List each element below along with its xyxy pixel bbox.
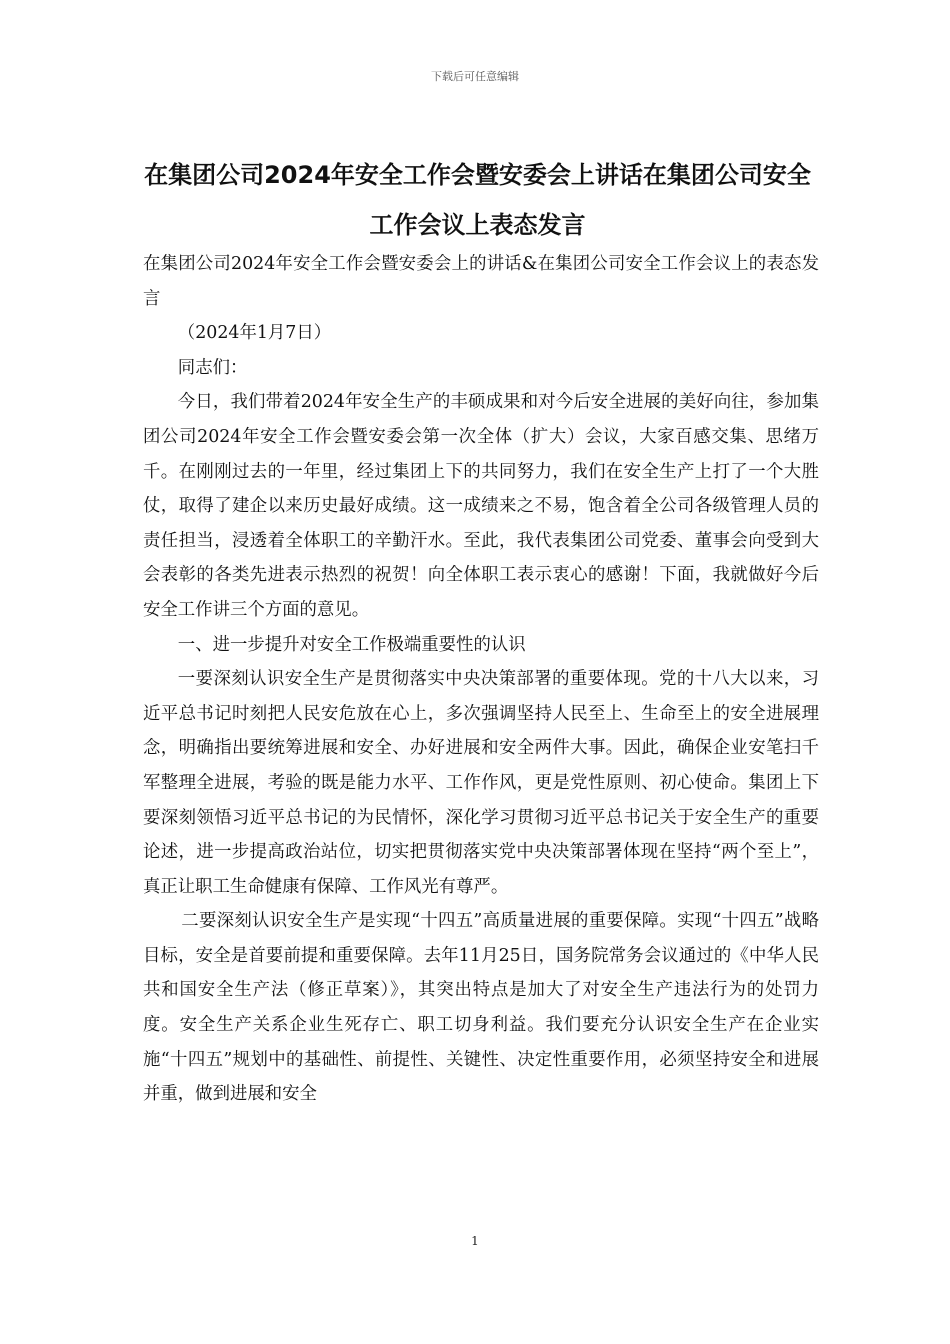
body-paragraph: 二要深刻认识安全生产是实现“十四五”高质量进展的重要保障。实现“十四五”战略目标，安全是首要前提和重要保障。去年11月25日，国务院常务会议通过的《中华人民共和国安全生产法（修正草案）》，其突出特点是加大了对安全生产违法行为的处罚力度。安全生产关系企业生死存亡、职工切身利益。我们要充分认识安全生产在企业实施“十四五”规划中的基础性、前提性、关键性、决定性重要作用，必须坚持安全和进展并重，做到进展和安全 <box>143 911 819 1105</box>
section-heading: 一、进一步提升对安全工作极端重要性的认识 <box>177 634 526 655</box>
document-body <box>143 247 819 1112</box>
document-title: 在集团公司2024年安全工作会暨安委会上讲话在集团公司安全工作会议上表态发言 <box>144 161 811 239</box>
body-paragraph: 一要深刻认识安全生产是贯彻落实中央决策部署的重要体现。党的十八大以来，习近平总书记时刻把人民安危放在心上，多次强调坚持人民至上、生命至上的安全进展理念，明确指出要统筹进展和安全、办好进展和安全两件大事。因此，确保企业安笔扫千军整理全进展，考验的既是能力水平、工作作风，更是党性原则、初心使命。集团上下要深刻领悟习近平总书记的为民情怀，深化学习贯彻习近平总书记关于安全生产的重要论述，进一步提高政治站位，切实把贯彻落实党中央决策部署体现在坚持“两个至上”，真正让职工生命健康有保障、工作风光有尊严。 <box>143 669 819 897</box>
date-line: （2024年1月7日） <box>177 323 332 344</box>
page-number: 1 <box>471 1234 479 1248</box>
page-header-note: 下载后可任意编辑 <box>431 70 519 83</box>
subtitle-paragraph: 在集团公司2024年安全工作会暨安委会上的讲话&在集团公司安全工作会议上的表态发言 <box>143 254 819 309</box>
salutation: 同志们： <box>177 357 248 378</box>
body-paragraph: 今日，我们带着2024年安全生产的丰硕成果和对今后安全进展的美好向往，参加集团公司2024年安全工作会暨安委会第一次全体（扩大）会议，大家百感交集、思绪万千。在刚刚过去的一年里，经过集团上下的共同努力，我们在安全生产上打了一个大胜仗，取得了建企以来历史最好成绩。这一成绩来之不易，饱含着全公司各级管理人员的责任担当，浸透着全体职工的辛勤汗水。至此，我代表集团公司党委、董事会向受到大会表彰的各类先进表示热烈的祝贺！向全体职工表示衷心的感谢！下面，我就做好今后安全工作讲三个方面的意见。 <box>143 392 819 620</box>
